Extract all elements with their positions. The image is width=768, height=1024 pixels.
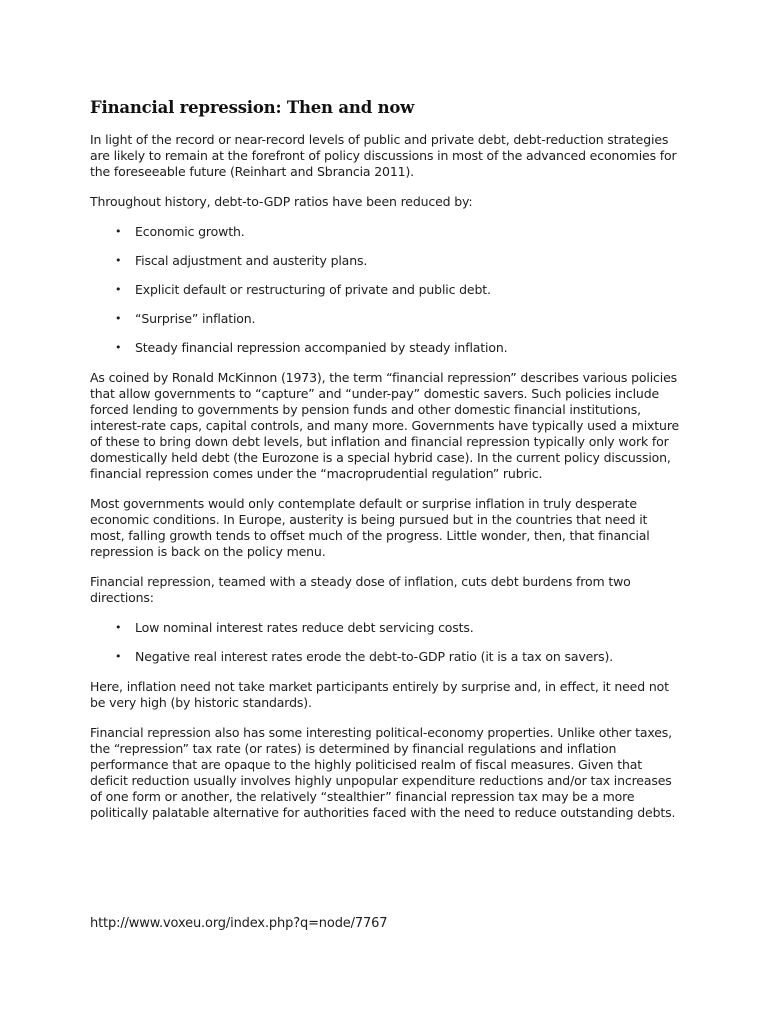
bullet-icon: • xyxy=(115,225,122,238)
bullet-icon: • xyxy=(115,650,122,663)
political-economy-paragraph: Financial repression also has some interesting political-economy properties. Unlike other taxes, the “repression” tax rate (or rates) is determined by financial regulations and inflation performance that are opaque to the highly politicised realm of fiscal measures. Given that deficit reduction usually involves highly unpopular expenditure reductions and/or tax increases of one form or another, the relatively “stealthier” financial repression tax may be a more politically palatable alternative for authorities faced with the need to reduce outstanding debts. xyxy=(90,725,676,820)
list-item-text: Explicit default or restructuring of private and public debt. xyxy=(135,282,491,297)
list-item-text: Steady financial repression accompanied by steady inflation. xyxy=(135,340,508,355)
history-lead-paragraph: Throughout history, debt-to-GDP ratios have been reduced by: xyxy=(90,194,473,209)
directions-lead-paragraph: Financial repression, teamed with a steady dose of inflation, cuts debt burdens from two directions: xyxy=(90,574,631,605)
list-item xyxy=(115,282,680,298)
governments-paragraph: Most governments would only contemplate default or surprise inflation in truly desperate economic conditions. In Europe, austerity is being pursued but in the countries that need it most, falling growth tends to offset much of the progress. Little wonder, then, that financial repression is back on the policy menu. xyxy=(90,496,650,559)
list-item xyxy=(115,620,680,636)
document-title: Financial repression: Then and now xyxy=(90,98,415,117)
bullet-icon: • xyxy=(115,621,122,634)
debt-reduction-list xyxy=(90,224,680,356)
directions-list xyxy=(90,620,680,665)
bullet-icon: • xyxy=(115,312,122,325)
list-item-text: Fiscal adjustment and austerity plans. xyxy=(135,253,368,268)
list-item xyxy=(115,649,680,665)
list-item xyxy=(115,340,680,356)
list-item xyxy=(115,224,680,240)
list-item-text: Low nominal interest rates reduce debt servicing costs. xyxy=(135,620,474,635)
list-item-text: Economic growth. xyxy=(135,224,245,239)
bullet-icon: • xyxy=(115,341,122,354)
list-item xyxy=(115,311,680,327)
bullet-icon: • xyxy=(115,283,122,296)
list-item xyxy=(115,253,680,269)
intro-paragraph: In light of the record or near-record levels of public and private debt, debt-reduction strategies are likely to remain at the forefront of policy discussions in most of the advanced economies for the foreseeable future (Reinhart and Sbrancia 2011). xyxy=(90,132,677,179)
source-link[interactable]: http://www.voxeu.org/index.php?q=node/7767 xyxy=(90,916,388,931)
mckinnon-paragraph: As coined by Ronald McKinnon (1973), the term “financial repression” describes various policies that allow governments to “capture” and “under-pay” domestic savers. Such policies include forced lending to governments by pension funds and other domestic financial institutions, interest-rate caps, capital controls, and many more. Governments have typically used a mixture of these to bring down debt levels, but inflation and financial repression typically only work for domestically held debt (the Eurozone is a special hybrid case). In the current policy discussion, financial repression comes under the “macroprudential regulation” rubric. xyxy=(90,370,680,481)
document-body xyxy=(90,132,680,835)
list-item-text: Negative real interest rates erode the debt-to-GDP ratio (it is a tax on savers). xyxy=(135,649,614,664)
list-item-text: “Surprise” inflation. xyxy=(135,311,256,326)
bullet-icon: • xyxy=(115,254,122,267)
inflation-paragraph: Here, inflation need not take market participants entirely by surprise and, in effect, it need not be very high (by historic standards). xyxy=(90,679,669,710)
